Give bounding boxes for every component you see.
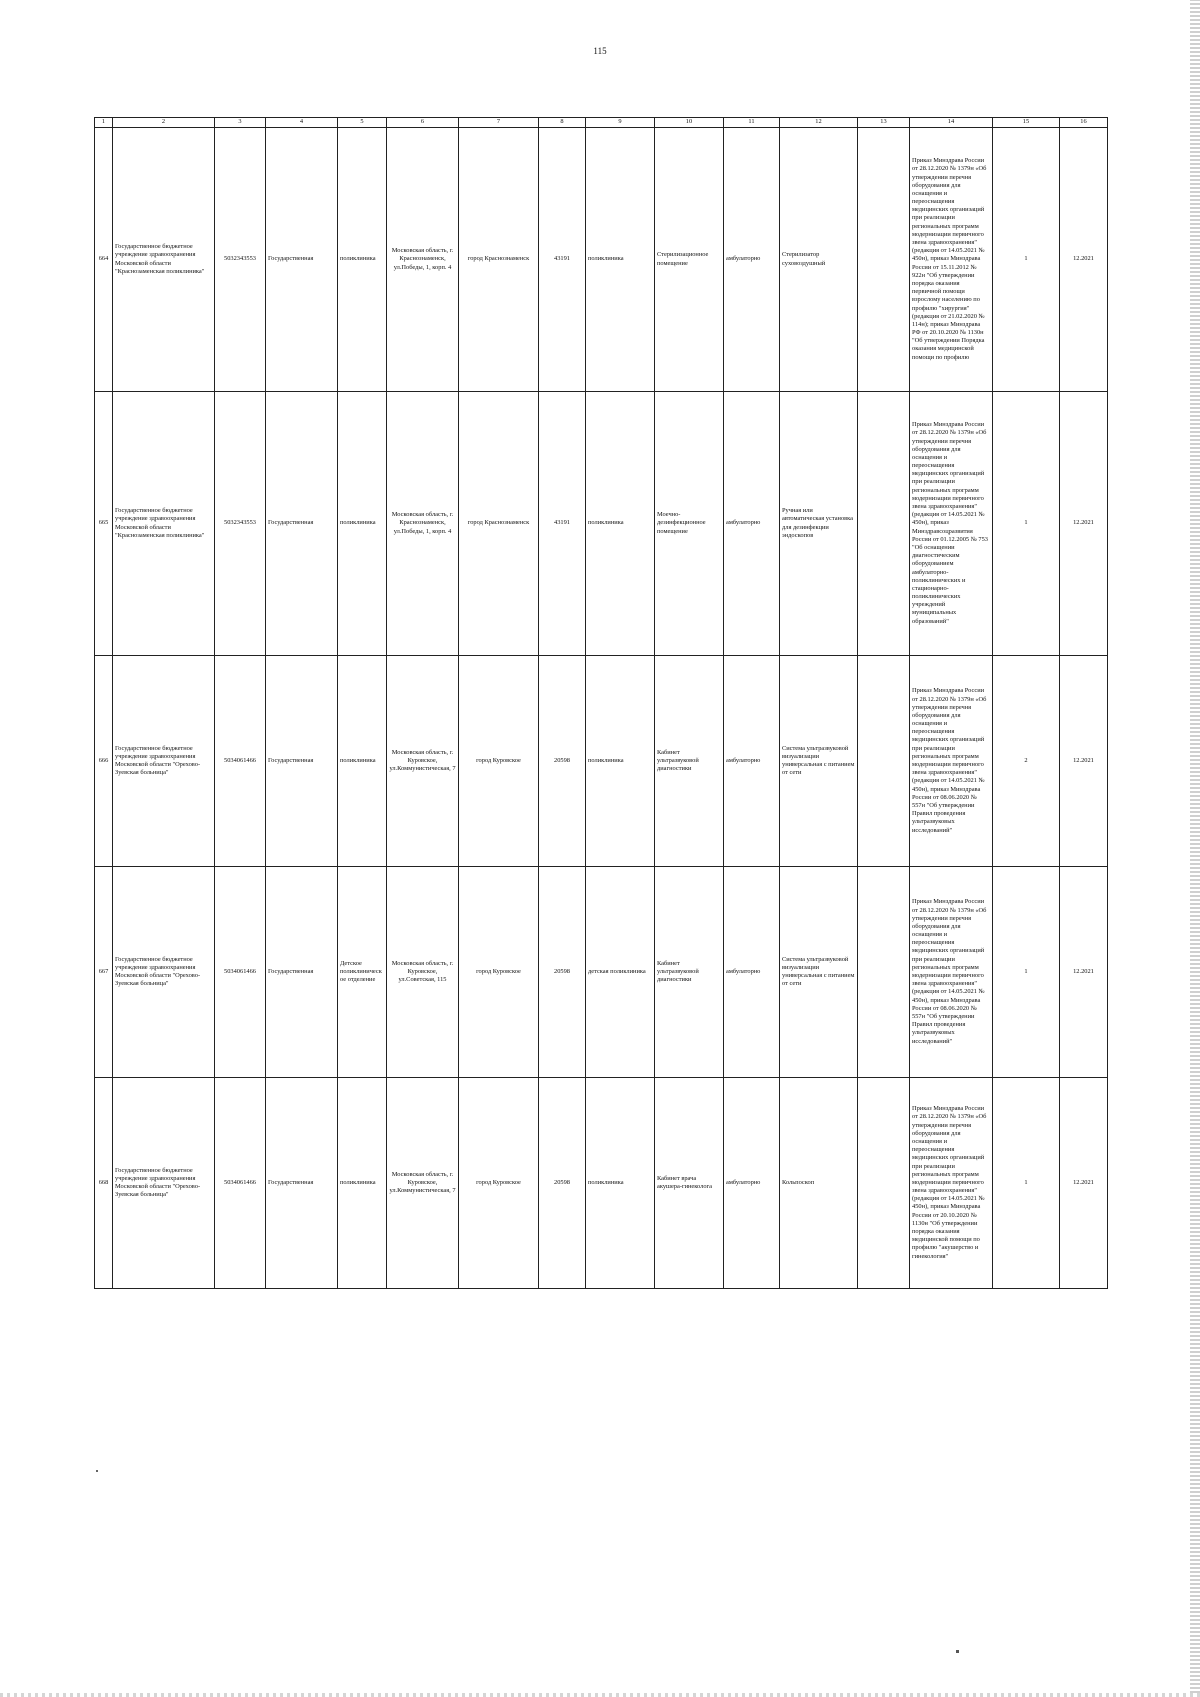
table-row [95,656,1108,867]
column-13-cell [858,392,910,656]
care-type: амбулаторно [724,867,780,1078]
settlement-code: 20598 [539,1078,586,1289]
column-number: 7 [459,118,539,128]
room: Стерилизационное помещение [655,128,724,392]
row-number: 667 [95,867,113,1078]
column-number: 6 [387,118,459,128]
organization-name: Государственное бюджетное учреждение здравоохранения Московской области "Краснозаменская поликлиника" [113,128,215,392]
ownership-form: Государственная [266,867,338,1078]
unit-type: поликлиника [338,1078,387,1289]
ownership-form: Государственная [266,128,338,392]
care-type: амбулаторно [724,392,780,656]
unit-type: поликлиника [338,392,387,656]
city: город Куровское [459,656,539,867]
legal-basis [910,392,993,656]
table-row [95,867,1108,1078]
scan-speck [956,1650,959,1653]
settlement-code: 20598 [539,656,586,867]
organization-name: Государственное бюджетное учреждение здравоохранения Московской области "Орехово-Зуевская больница" [113,656,215,867]
scan-bottom-artifact [0,1693,1200,1697]
unit-type: Детское поликлиническое отделение [338,867,387,1078]
ownership-form: Государственная [266,392,338,656]
legal-basis [910,867,993,1078]
inn: 5032343553 [215,392,266,656]
inn: 5034061466 [215,867,266,1078]
delivery-date: 12.2021 [1060,392,1108,656]
quantity: 1 [993,392,1060,656]
column-13-cell [858,1078,910,1289]
ownership-form: Государственная [266,656,338,867]
column-number: 4 [266,118,338,128]
legal-basis [910,1078,993,1289]
scan-edge-artifact [1190,0,1200,1697]
column-number: 12 [780,118,858,128]
column-number: 8 [539,118,586,128]
address: Московская область, г. Куровское, ул.Коммунистическая, 7 [387,656,459,867]
equipment-register-table [94,117,1108,1289]
equipment-name: Стерилизатор суховоздушный [780,128,858,392]
room: Кабинет ультразвуковой диагностики [655,867,724,1078]
legal-basis-text: Приказ Минздрава России от 28.12.2020 № 1379н «Об утверждении перечня оборудования для оснащения и переоснащения медицинских организаций при реализации региональных программ модернизации первичного звена здравоохранения"(редакция от 14.05.2021 № 450н), приказ Минздравсоцразвития России от 01.12.2005 № 753 "Об оснащении диагностическим оборудованием амбулаторно-поликлинических и стационарно-поликлинических учреждений муниципальных образований" [912,421,988,625]
city: город Куровское [459,867,539,1078]
row-number: 664 [95,128,113,392]
care-type: амбулаторно [724,128,780,392]
legal-basis-text: Приказ Минздрава России от 28.12.2020 № 1379н «Об утверждении перечня оборудования для оснащения и переоснащения медицинских организаций при реализации региональных программ модернизации первичного звена здравоохранения"(редакция от 14.05.2021 № 450н), приказ Минздрава России от 15.11.2012 № 922н "Об утверждении порядка оказания первичной помощи взрослому населению по профилю "хирургия" (редакция от 21.02.2020 № 114н); приказ Минздрава РФ от 20.10.2020 № 1130н "Об утверждении Порядка оказания медицинской помощи по профилю [912,157,987,361]
care-type: амбулаторно [724,656,780,867]
column-number: 16 [1060,118,1108,128]
column-number: 5 [338,118,387,128]
address: Московская область, г. Краснознаменск, ул.Победы, 1, корп. 4 [387,128,459,392]
column-13-cell [858,656,910,867]
column-13-cell [858,128,910,392]
column-number: 3 [215,118,266,128]
organization-name: Государственное бюджетное учреждение здравоохранения Московской области "Краснозаменская поликлиника" [113,392,215,656]
city: город Краснознаменск [459,392,539,656]
inn: 5034061466 [215,656,266,867]
row-number: 668 [95,1078,113,1289]
equipment-name: Система ультразвуковой визуализации универсальная с питанием от сети [780,867,858,1078]
row-number: 666 [95,656,113,867]
delivery-date: 12.2021 [1060,867,1108,1078]
division: поликлиника [586,656,655,867]
table-row [95,392,1108,656]
column-number: 2 [113,118,215,128]
column-number-row [95,118,1108,128]
column-number: 1 [95,118,113,128]
equipment-name: Кольпоскоп [780,1078,858,1289]
legal-basis-text: Приказ Минздрава России от 28.12.2020 № 1379н «Об утверждении перечня оборудования для оснащения и переоснащения медицинских организаций при реализации региональных программ модернизации первичного звена здравоохранения"(редакция от 14.05.2021 № 450н), приказ Минздрава России от 08.06.2020 № 557н "Об утверждении Правил проведения ультразвуковых исследований" [912,687,987,834]
page-number: 115 [593,46,607,56]
room: Кабинет врача акушера-гинеколога [655,1078,724,1289]
column-number: 11 [724,118,780,128]
ownership-form: Государственная [266,1078,338,1289]
division: поликлиника [586,1078,655,1289]
column-number: 13 [858,118,910,128]
column-13-cell [858,867,910,1078]
unit-type: поликлиника [338,128,387,392]
legal-basis [910,128,993,392]
care-type: амбулаторно [724,1078,780,1289]
table-row [95,1078,1108,1289]
equipment-name: Ручная или автоматическая установка для дезинфекции эндоскопов [780,392,858,656]
quantity: 1 [993,128,1060,392]
settlement-code: 43191 [539,128,586,392]
organization-name: Государственное бюджетное учреждение здравоохранения Московской области "Орехово-Зуевская больница" [113,867,215,1078]
delivery-date: 12.2021 [1060,656,1108,867]
column-number: 9 [586,118,655,128]
delivery-date: 12.2021 [1060,128,1108,392]
quantity: 1 [993,867,1060,1078]
division: детская поликлиника [586,867,655,1078]
inn: 5034061466 [215,1078,266,1289]
settlement-code: 43191 [539,392,586,656]
column-number: 14 [910,118,993,128]
inn: 5032343553 [215,128,266,392]
equipment-name: Система ультразвуковой визуализации универсальная с питанием от сети [780,656,858,867]
quantity: 2 [993,656,1060,867]
legal-basis-text: Приказ Минздрава России от 28.12.2020 № 1379н «Об утверждении перечня оборудования для оснащения и переоснащения медицинских организаций при реализации региональных программ модернизации первичного звена здравоохранения"(редакция от 14.05.2021 № 450н), приказ Минздрава России от 20.10.2020 № 1130н "Об утверждении порядка оказания медицинской помощи по профилю "акушерство и гинекология" [912,1105,987,1260]
address: Московская область, г. Куровское, ул.Советская, 115 [387,867,459,1078]
city: город Краснознаменск [459,128,539,392]
scan-speck [96,1470,98,1472]
unit-type: поликлиника [338,656,387,867]
organization-name: Государственное бюджетное учреждение здравоохранения Московской области "Орехово-Зуевская больница" [113,1078,215,1289]
division: поликлиника [586,392,655,656]
room: Кабинет ультразвуковой диагностики [655,656,724,867]
address: Московская область, г. Куровское, ул.Коммунистическая, 7 [387,1078,459,1289]
quantity: 1 [993,1078,1060,1289]
column-number: 15 [993,118,1060,128]
legal-basis-text: Приказ Минздрава России от 28.12.2020 № 1379н «Об утверждении перечня оборудования для оснащения и переоснащения медицинских организаций при реализации региональных программ модернизации первичного звена здравоохранения"(редакция от 14.05.2021 № 450н), приказ Минздрава России от 08.06.2020 № 557н "Об утверждении Правил проведения ультразвуковых исследований" [912,898,987,1045]
settlement-code: 20598 [539,867,586,1078]
address: Московская область, г. Краснознаменск, ул.Победы, 1, корп. 4 [387,392,459,656]
delivery-date: 12.2021 [1060,1078,1108,1289]
room: Моечно-дезинфекционное помещение [655,392,724,656]
row-number: 665 [95,392,113,656]
legal-basis [910,656,993,867]
table-row [95,128,1108,392]
division: поликлиника [586,128,655,392]
city: город Куровское [459,1078,539,1289]
column-number: 10 [655,118,724,128]
